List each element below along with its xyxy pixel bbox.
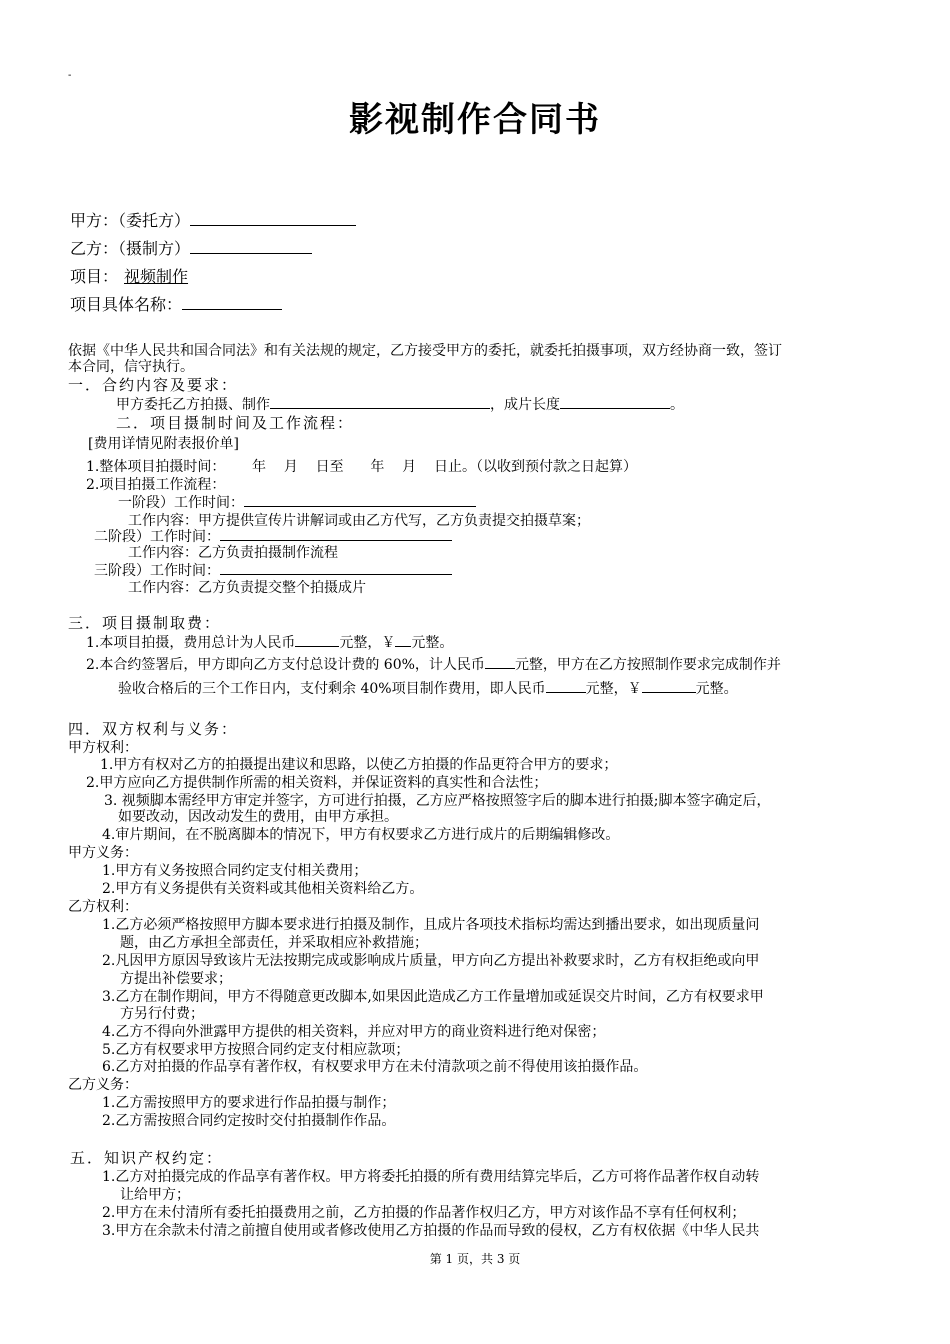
party-a-duty-1: 1.甲方有义务按照合同约定支付相关费用； — [102, 863, 368, 879]
party-b-rights-label: 乙方权利： — [68, 899, 138, 915]
s2-note: [费用详情见附表报价单] — [88, 436, 239, 452]
header-mark: - — [68, 70, 72, 81]
phase-3-time-label: 三阶段）工作时间： — [94, 563, 220, 579]
s3-total-rmb-blank[interactable] — [295, 633, 339, 647]
party-a-right-4: 4.审片期间，在不脱离脚本的情况下，甲方有权要求乙方进行成片的后期编辑修改。 — [102, 827, 620, 843]
s3-balance-rmb-blank[interactable] — [546, 679, 586, 693]
phase-2-content: 工作内容：乙方负责拍摄制作流程 — [128, 545, 338, 561]
party-a-right-2: 2.甲方应向乙方提供制作所需的相关资料，并保证资料的真实性和合法性； — [86, 775, 548, 791]
s2-item-2: 2.项目拍摄工作流程： — [86, 477, 226, 493]
phase-3-content: 工作内容：乙方负责提交整个拍摄成片 — [128, 580, 366, 596]
s3-item-1 — [86, 632, 453, 652]
section-5-heading: 五．知识产权约定： — [70, 1149, 224, 1167]
ip-item-1-line-1: 1.乙方对拍摄完成的作品享有著作权。甲方将委托拍摄的所有费用结算完毕后，乙方可将作品著作权自动转 — [102, 1169, 760, 1185]
s3-item-1-text-c: 元整。 — [411, 635, 454, 651]
phase-1-time-blank[interactable] — [244, 493, 476, 507]
s2-item-1: 1.整体项目拍摄时间： 年 月 日至 年 月 日止。（以收到预付款之日起算） — [86, 459, 637, 475]
s3-item-2-text-a: 2.本合约签署后，甲方即向乙方支付总设计费的 60%，计人民币 — [86, 657, 485, 673]
project-name-blank[interactable] — [182, 293, 282, 310]
project-label: 项目： — [70, 267, 119, 286]
party-b-right-6: 6.乙方对拍摄的作品享有著作权，有权要求甲方在未付清款项之前不得使用该拍摄作品。 — [102, 1059, 648, 1075]
party-a-right-1: 1.甲方有权对乙方的拍摄提出建议和思路，以使乙方拍摄的作品更符合甲方的要求； — [100, 757, 618, 773]
party-a-right-3-line-1: 3. 视频脚本需经甲方审定并签字，方可进行拍摄，乙方应严格按照签字后的脚本进行拍摄;脚本签字确定后， — [104, 793, 771, 809]
party-b-right-1-line-2: 题，由乙方承担全部责任，并采取相应补救措施； — [120, 935, 428, 951]
section-4-heading: 四．双方权利与义务： — [68, 720, 239, 738]
ip-item-3: 3.甲方在余款未付清之前擅自使用或者修改使用乙方拍摄的作品而导致的侵权，乙方有权依据《中华人民共 — [102, 1223, 760, 1239]
party-b-right-3-line-1: 3.乙方在制作期间，甲方不得随意更改脚本,如果因此造成乙方工作量增加或延误交片时间，乙方有权要求甲 — [102, 989, 764, 1005]
s1-text-c: 。 — [670, 397, 684, 413]
ip-item-2: 2.甲方在未付清所有委托拍摄费用之前，乙方拍摄的作品著作权归乙方，甲方对该作品不享有任何权利； — [102, 1205, 746, 1221]
s3-item-2-text-e: 元整。 — [695, 681, 738, 697]
s1-length-blank[interactable] — [560, 395, 670, 409]
document-title: 影视制作合同书 — [349, 100, 601, 140]
s1-text-b: ，成片长度 — [490, 397, 560, 413]
page-footer: 第 1 页，共 3 页 — [429, 1252, 521, 1266]
s3-total-yen-blank[interactable] — [395, 633, 411, 647]
party-a-duties-label: 甲方义务： — [68, 845, 138, 861]
project-value[interactable]: 视频制作 — [124, 267, 189, 286]
intro-line-2: 本合同，信守执行。 — [68, 359, 194, 375]
s3-item-2-text-c: 验收合格后的三个工作日内，支付剩余 40%项目制作费用，即人民币 — [118, 681, 546, 697]
party-b-right-2-line-1: 2.凡因甲方原因导致该片无法按期完成或影响成片质量，甲方向乙方提出补救要求时，乙方有权拒绝或向甲 — [102, 953, 760, 969]
s3-item-2-text-b: 元整，甲方在乙方按照制作要求完成制作并 — [514, 657, 781, 673]
party-b-right-2-line-2: 方提出补偿要求； — [120, 971, 232, 987]
phase-1-time-label: 一阶段）工作时间： — [118, 495, 244, 511]
s1-text-a: 甲方委托乙方拍摄、制作 — [116, 397, 270, 413]
party-b-duties-label: 乙方义务： — [68, 1077, 138, 1093]
section-1-heading: 一．合约内容及要求： — [68, 376, 239, 394]
s3-item-2-line-2 — [118, 678, 738, 698]
phase-3-time-blank[interactable] — [220, 561, 452, 575]
s3-deposit-blank[interactable] — [485, 655, 515, 669]
s3-item-2-text-d: 元整，￥ — [585, 681, 642, 697]
s3-item-2-line-1 — [86, 654, 781, 674]
phase-2-time-blank[interactable] — [220, 527, 452, 541]
party-a-duty-2: 2.甲方有义务提供有关资料或其他相关资料给乙方。 — [102, 881, 424, 897]
party-a-rights-label: 甲方权利： — [68, 740, 138, 756]
party-b-right-3-line-2: 方另行付费； — [120, 1006, 204, 1022]
s1-content-blank[interactable] — [270, 395, 490, 409]
section-2-heading: 二．项目摄制时间及工作流程： — [116, 414, 355, 432]
s3-balance-yen-blank[interactable] — [642, 679, 696, 693]
party-b-right-4: 4.乙方不得向外泄露甲方提供的相关资料，并应对甲方的商业资料进行绝对保密； — [102, 1024, 606, 1040]
intro-line-1: 依据《中华人民共和国合同法》和有关法规的规定，乙方接受甲方的委托，就委托拍摄事项，双方经协商一致，签订 — [68, 343, 782, 359]
phase-1-time — [118, 492, 476, 512]
s1-contract-line — [116, 394, 684, 414]
party-b-right-5: 5.乙方有权要求甲方按照合同约定支付相应款项； — [102, 1042, 410, 1058]
party-a-right-3-line-2: 如要改动，因改动发生的费用，由甲方承担。 — [118, 809, 398, 825]
party-b-duty-2: 2.乙方需按照合同约定按时交付拍摄制作作品。 — [102, 1113, 396, 1129]
party-a-blank[interactable] — [190, 209, 356, 226]
s3-item-1-text-a: 1.本项目拍摄，费用总计为人民币 — [86, 635, 296, 651]
s3-item-1-text-b: 元整，￥ — [339, 635, 396, 651]
party-b-label: 乙方：（摄制方） — [70, 239, 191, 258]
party-b-field — [70, 236, 312, 259]
section-3-heading: 三．项目摄制取费： — [68, 614, 222, 632]
party-a-field — [70, 208, 356, 231]
party-b-blank[interactable] — [190, 237, 312, 254]
project-name-label: 项目具体名称： — [70, 295, 183, 314]
project-field — [70, 264, 204, 287]
phase-2-time-label: 二阶段）工作时间： — [94, 529, 220, 545]
party-b-right-1-line-1: 1.乙方必须严格按照甲方脚本要求进行拍摄及制作，且成片各项技术指标均需达到播出要求，如出现质量问 — [102, 917, 760, 933]
project-name-field — [70, 292, 282, 315]
party-b-duty-1: 1.乙方需按照甲方的要求进行作品拍摄与制作； — [102, 1095, 396, 1111]
phase-1-content: 工作内容：甲方提供宣传片讲解词或由乙方代写，乙方负责提交拍摄草案； — [128, 513, 590, 529]
ip-item-1-line-2: 让给甲方； — [120, 1187, 190, 1203]
party-a-label: 甲方：（委托方） — [70, 211, 191, 230]
